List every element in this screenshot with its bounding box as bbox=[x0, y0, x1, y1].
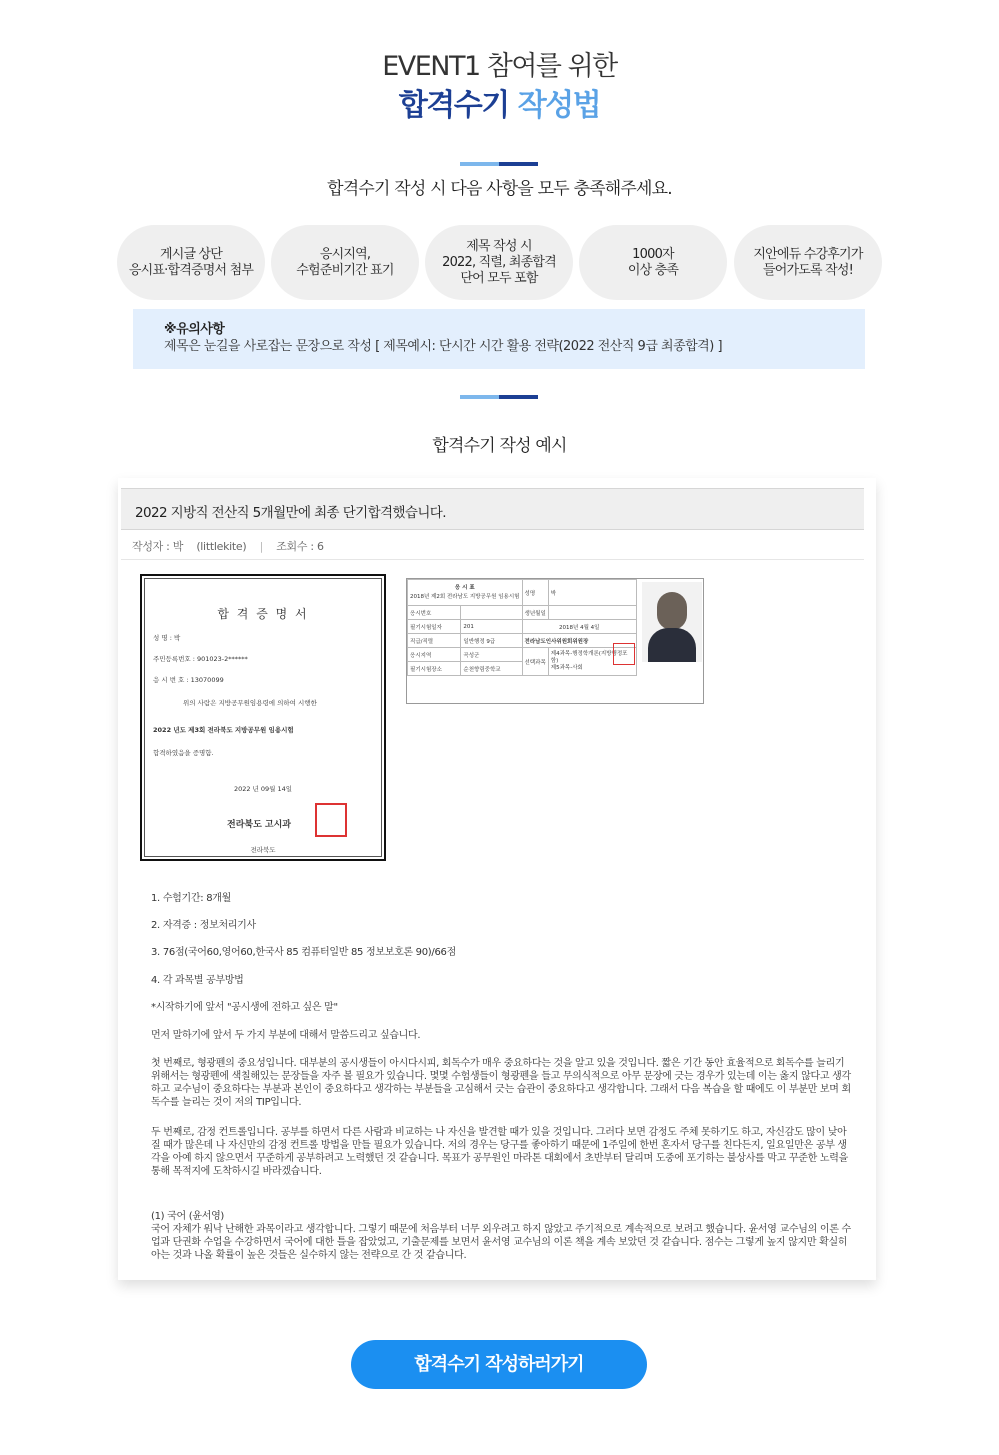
post-paragraph: 3. 76점(국어60,영어60,한국사 85 컴퓨터일반 85 정보보호론 90)/66점 bbox=[151, 947, 456, 958]
post-author: 작성자 : 박 bbox=[132, 540, 184, 553]
divider-bar bbox=[460, 395, 538, 399]
page-title-light: 작성법 bbox=[517, 88, 601, 123]
requirement-item: 1000자 이상 충족 bbox=[579, 225, 727, 300]
requirement-item: 제목 작성 시 2022, 직렬, 최종합격 단어 모두 포함 bbox=[425, 225, 573, 300]
cert-date: 2022 년 09월 14일 bbox=[233, 785, 293, 793]
post-meta: 작성자 : 박 (littlekite) | 조회수 : 6 bbox=[132, 540, 324, 553]
ticket-subject-label: 선택과목 bbox=[522, 648, 548, 676]
notice-box bbox=[133, 309, 865, 369]
requirement-item: 지안에듀 수강후기가 들어가도록 작성! bbox=[734, 225, 882, 300]
ticket-name-label: 성명 bbox=[522, 580, 548, 606]
ticket-subjects: 제4과목-행정학개론(지방행정포함) 제5과목-사회 bbox=[548, 648, 636, 676]
post-paragraph: 두 번째로, 감정 컨트롤입니다. 공부를 하면서 다른 사람과 비교하는 나 자신을 발견할 때가 있을 것입니다. 그러다 보면 감정도 주체 못하기도 하고, 자신감도 많이 낮아질 때가 많은데 나 자신만의 감정 컨트롤 방법을 만들 필요가 있습니다. 저의 경우는 당구를 좋아하기 때문에 1주일에 한번 혼자서 당구를 친다든지, 일요일만은 공부 생각을 아예 하지 않으면서 꾸준하게 공부하려고 노력했던 것 같습니다. 목표가 공무원인 마라톤 대회에서 초반부터 달리며 도중에 포기하는 불상사를 막고 꾸준한 노력을 통해 목적지에 도착하시길 바라겠습니다. bbox=[151, 1127, 848, 1177]
ticket-title: 응 시 표 bbox=[454, 584, 475, 591]
page-title-dark: 합격수기 bbox=[398, 88, 509, 123]
ticket-issue-date: 2018년 4월 4일 bbox=[522, 620, 637, 634]
applicant-photo bbox=[642, 582, 702, 662]
ticket-issuer: 전라남도인사위원회위원장 bbox=[522, 634, 637, 648]
post-title: 2022 지방직 전산직 5개월만에 최종 단기합격했습니다. bbox=[121, 488, 864, 530]
write-review-button[interactable]: 합격수기 작성하러가기 bbox=[351, 1340, 647, 1389]
example-post bbox=[118, 478, 876, 1280]
post-paragraph: (1) 국어 (윤서영) bbox=[151, 1211, 225, 1222]
post-paragraph: 먼저 말하기에 앞서 두 가지 부분에 대해서 말씀드리고 싶습니다. bbox=[151, 1030, 421, 1041]
divider-bar bbox=[460, 162, 538, 166]
ticket-place-value: 순천향림중학교 bbox=[461, 662, 522, 676]
instruction-text: 합격수기 작성 시 다음 사항을 모두 충족해주세요. bbox=[327, 179, 672, 199]
requirement-item: 응시지역, 수험준비기간 표기 bbox=[271, 225, 419, 300]
requirement-item: 게시글 상단 응시표·합격증명서 첨부 bbox=[117, 225, 265, 300]
ticket-exam-no-label: 응시번호 bbox=[408, 606, 461, 620]
cert-footer: 전라북도 bbox=[250, 846, 276, 854]
post-views: 조회수 : 6 bbox=[276, 540, 324, 553]
cert-line1: 위의 사람은 지방공무원임용령에 의하여 시행한 bbox=[183, 699, 317, 707]
ticket-job-value: 일반행정 9급 bbox=[461, 634, 522, 648]
cert-exam-no: 응 시 번 호 : 13070099 bbox=[153, 676, 224, 684]
ticket-birth-label: 생년월일 bbox=[522, 606, 548, 620]
event-title: EVENT1 참여를 위한 bbox=[382, 51, 617, 82]
cert-issuer: 전라북도 고시과 bbox=[227, 820, 291, 830]
cert-name: 성 명 : 박 bbox=[153, 634, 181, 642]
cert-seal-stamp bbox=[315, 803, 347, 837]
pass-certificate-image bbox=[140, 574, 386, 861]
post-paragraph: 국어 자체가 워낙 난해한 과목이라고 생각합니다. 그렇기 때문에 처음부터 너무 외우려고 하지 않았고 주기적으로 계속적으로 보려고 했습니다. 윤서영 교수님의 이론 수업과 단권화 수업을 수강하면서 국어에 대한 틀을 잡았었고, 기출문제를 보면서 윤서영 교수님의 이론 책을 계속 보았던 것 같습니다. 점수는 그렇게 높지 않지만 확실히 아는 것과 나올 확률이 높은 것들은 실수하지 않는 전략으로 간 것 같습니다. bbox=[151, 1224, 851, 1261]
ticket-region-label: 응시지역 bbox=[408, 648, 461, 662]
cert-title: 합 격 증 명 서 bbox=[217, 607, 309, 621]
post-paragraph: 첫 번째로, 형광펜의 중요성입니다. 대부분의 공시생들이 아시다시피, 회독수가 매우 중요하다는 것을 알고 있을 것입니다. 짧은 기간 동안 효율적으로 회독수를 늘리기 위해서는 형광펜에 색칠해있는 문장들을 자주 볼 필요가 있습니다. 몇몇 수험생들이 형광펜을 들고 무의식적으로 아무 문장에 긋는 경우가 있는데 이는 옳지 않다고 생각하고 교수님이 중요하다는 부분과 본인이 중요하다고 생각하는 부분들을 고심해서 긋는 습관이 중요하다고 생각합니다. 그래서 다음 복습을 할 때에도 이 부분만 보며 회독수를 늘리는 것이 저의 TIP입니다. bbox=[151, 1058, 851, 1108]
post-paragraph: *시작하기에 앞서 "공시생에 전하고 싶은 말" bbox=[151, 1002, 338, 1013]
post-paragraph: 4. 각 과목별 공부방법 bbox=[151, 975, 244, 986]
ticket-job-label: 직급/직렬 bbox=[408, 634, 461, 648]
ticket-date-label: 필기시험일자 bbox=[408, 620, 461, 634]
ticket-region-value: 곡성군 bbox=[461, 648, 522, 662]
ticket-place-label: 필기시험장소 bbox=[408, 662, 461, 676]
cert-id: 주민등록번호 : 901023-2****** bbox=[153, 655, 248, 663]
ticket-date-value: 201 bbox=[461, 620, 522, 634]
notice-heading: ※유의사항 bbox=[164, 322, 225, 337]
example-heading: 합격수기 작성 예시 bbox=[432, 436, 567, 456]
requirements-list bbox=[117, 225, 882, 300]
ticket-name-value: 박 bbox=[548, 580, 636, 606]
notice-text: 제목은 눈길을 사로잡는 문장으로 작성 [ 제목예시: 단시간 시간 활용 전략(2022 전산직 9급 최종합격) ] bbox=[164, 339, 723, 354]
post-user-id: (littlekite) bbox=[196, 540, 247, 553]
admission-ticket-image bbox=[406, 578, 704, 704]
page-title bbox=[0, 80, 999, 124]
ticket-seal-stamp bbox=[613, 643, 635, 665]
ticket-subtitle: 2018년 제2회 전라남도 지방공무원 임용시험 bbox=[410, 593, 520, 600]
post-paragraph: 2. 자격증 : 정보처리기사 bbox=[151, 920, 256, 931]
post-paragraph: 1. 수험기간: 8개월 bbox=[151, 893, 231, 904]
cert-line3: 합격하였음을 증명함. bbox=[153, 749, 214, 757]
cert-line2: 2022 년도 제3회 전라북도 지방공무원 임용시험 bbox=[153, 726, 294, 734]
